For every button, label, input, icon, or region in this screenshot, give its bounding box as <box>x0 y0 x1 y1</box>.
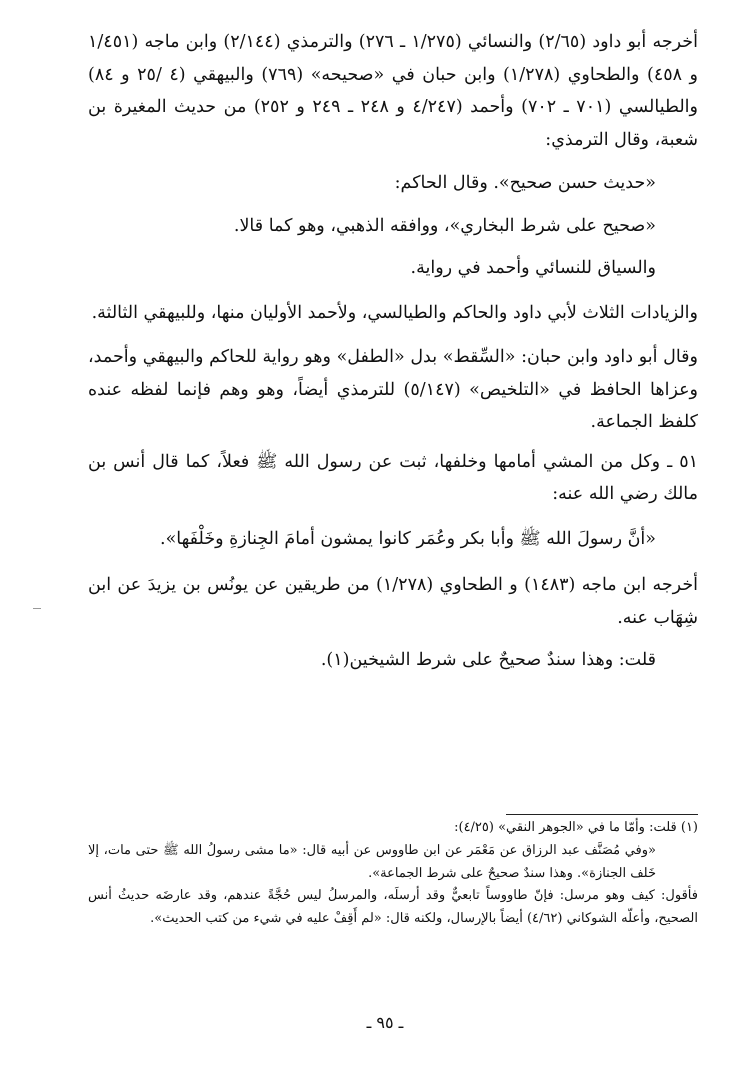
paragraph-item-51: ٥١ ـ وكل من المشي أمامها وخلفها، ثبت عن رسول الله ﷺ فعلاً، كما قال أنس بن مالك رضي الله عنه: <box>88 451 698 504</box>
footnote-1-intro: (١) قلت: وأمّا ما في «الجوهر النقي» (٤/٢٥): <box>454 820 698 835</box>
footnotes <box>88 817 698 931</box>
page-number: ـ ٩٥ ـ <box>366 1013 404 1032</box>
footnote-1-quote: «وفي مُصَنَّف عبد الرزاق عن مَعْمَر عن ابن طاووس عن أبيه قال: «ما مشى رسولُ الله ﷺ حتى مات، إلا خَلف الجنازة». وهذا سندٌ صحيحٌ على شرط الجماعة». <box>88 842 656 881</box>
paragraph-abu-dawud: وقال أبو داود وابن حبان: «السِّقط» بدل «الطفل» وهو رواية للحاكم والبيهقي وأحمد، وعزاها الحافظ في «التلخيص» (٥/١٤٧) للترمذي أيضاً، وهو وهم فإنما لفظه عنده كلفظ الجماعة. <box>88 347 698 432</box>
paragraph-takhrij-1: أخرجه أبو داود (٢/٦٥) والنسائي (١/٢٧٥ ـ ٢٧٦) والترمذي (٢/١٤٤) وابن ماجه (١/٤٥١ و ٤٥٨) والطحاوي (١/٢٧٨) وابن حبان في «صحيحه» (٧٦٩) والبيهقي (٤ /٢٥ و ٨٤) والطيالسي (٧٠١ ـ ٧٠٢) وأحمد (٤/٢٤٧ و ٢٤٨ ـ ٢٤٩ و ٢٥٢) من حديث المغيرة بن شعبة، وقال الترمذي: <box>88 32 699 150</box>
footnote-1-response: فأقول: كيف وهو مرسل: فإنّ طاووساً تابعيٌّ وقد أرسلَه، والمرسلُ ليس حُجَّةً عندهم، وقد عارضَه حديثُ أنس الصحيح، وأعلّه الشوكاني (٤/٦٢) أيضاً بالإرسال، ولكنه قال: «لم أَقِفْ عليه في شيء من كتب الحديث». <box>88 888 698 927</box>
paragraph-tirmidhi-quote: «حديث حسن صحيح». وقال الحاكم: <box>394 173 656 193</box>
paragraph-hakim-quote: «صحيح على شرط البخاري»، ووافقه الذهبي، وهو كما قالا. <box>233 215 656 236</box>
footnote-divider <box>506 814 698 815</box>
main-text <box>88 26 698 685</box>
paragraph-takhrij-2: أخرجه ابن ماجه (١٤٨٣) و الطحاوي (١/٢٧٨) من طريقين عن يونُس بن يزيدَ عن ابن شِهَاب عنه. <box>88 575 698 628</box>
paragraph-context: والسياق للنسائي وأحمد في رواية. <box>410 258 656 278</box>
margin-mark <box>33 608 41 609</box>
paragraph-additions: والزيادات الثلاث لأبي داود والحاكم والطيالسي، ولأحمد الأوليان منها، وللبيهقي الثالثة. <box>91 302 698 323</box>
paragraph-hadith-quote: «أنَّ رسولَ الله ﷺ وأبا بكر وعُمَر كانوا يمشون أمامَ الجِنازةِ وخَلْفَها». <box>160 528 656 549</box>
paragraph-verdict: قلت: وهذا سندٌ صحيحٌ على شرط الشيخين(١). <box>320 650 656 670</box>
